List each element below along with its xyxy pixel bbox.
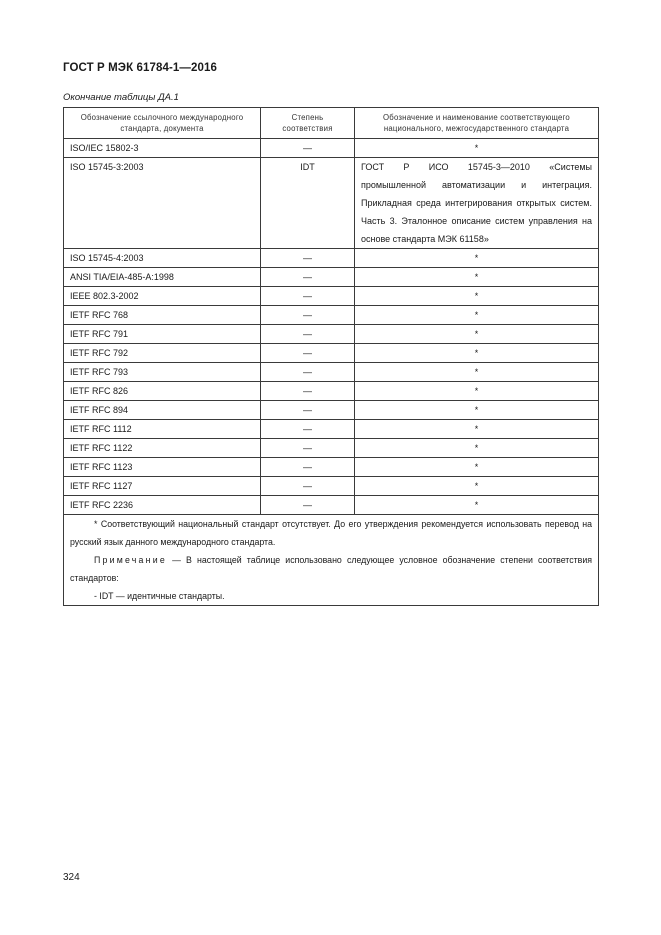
national-standard-cell: * (355, 306, 599, 325)
table-row (64, 496, 599, 515)
table-notes-row (64, 515, 599, 606)
standards-table (63, 107, 599, 606)
degree-cell: — (261, 477, 355, 496)
degree-cell: — (261, 363, 355, 382)
table-row (64, 382, 599, 401)
reference-standard-cell: IETF RFC 1123 (64, 458, 261, 477)
table-row (64, 139, 599, 158)
national-standard-cell: * (355, 249, 599, 268)
national-standard-cell: * (355, 325, 599, 344)
degree-cell: — (261, 420, 355, 439)
reference-standard-cell: IETF RFC 792 (64, 344, 261, 363)
degree-cell: — (261, 401, 355, 420)
reference-standard-cell: ISO 15745-3:2003 (64, 158, 261, 249)
table-row (64, 306, 599, 325)
degree-cell: — (261, 344, 355, 363)
column-header-degree: Степень соответствия (261, 108, 355, 139)
table-row (64, 268, 599, 287)
national-standard-cell: * (355, 382, 599, 401)
national-standard-cell: * (355, 344, 599, 363)
column-header-reference-standard: Обозначение ссылочного международного стандарта, документа (64, 108, 261, 139)
degree-cell: — (261, 268, 355, 287)
degree-cell: — (261, 306, 355, 325)
table-row (64, 158, 599, 249)
table-row (64, 249, 599, 268)
table-row (64, 439, 599, 458)
national-standard-cell: * (355, 363, 599, 382)
page-number: 324 (63, 872, 80, 883)
reference-standard-cell: ISO/IEC 15802-3 (64, 139, 261, 158)
reference-standard-cell: IETF RFC 791 (64, 325, 261, 344)
note-item: - IDT — идентичные стандарты. (94, 591, 225, 601)
reference-standard-cell: IETF RFC 793 (64, 363, 261, 382)
table-row (64, 458, 599, 477)
national-standard-cell: * (355, 420, 599, 439)
degree-cell: — (261, 325, 355, 344)
reference-standard-cell: IEEE 802.3-2002 (64, 287, 261, 306)
footnote: * Соответствующий национальный стандарт отсутствует. До его утверждения рекомендуется использовать перевод на русский язык данного международного стандарта. (70, 519, 592, 547)
national-standard-cell: * (355, 439, 599, 458)
degree-cell: IDT (261, 158, 355, 249)
national-standard-cell: * (355, 477, 599, 496)
table-row (64, 477, 599, 496)
note-label: Примечание (94, 555, 167, 565)
national-standard-cell: * (355, 287, 599, 306)
degree-cell: — (261, 139, 355, 158)
table-notes (64, 515, 599, 606)
note-text: — В настоящей таблице использовано следующее условное обозначение степени соответствия стандартов: (70, 555, 592, 583)
table-row (64, 420, 599, 439)
degree-cell: — (261, 439, 355, 458)
note (70, 551, 592, 587)
degree-cell: — (261, 382, 355, 401)
table-row (64, 287, 599, 306)
national-standard-cell: * (355, 458, 599, 477)
degree-cell: — (261, 287, 355, 306)
degree-cell: — (261, 496, 355, 515)
national-standard-cell: * (355, 496, 599, 515)
reference-standard-cell: IETF RFC 1112 (64, 420, 261, 439)
reference-standard-cell: ISO 15745-4:2003 (64, 249, 261, 268)
column-header-national-standard: Обозначение и наименование соответствующего национального, межгосударственного стандарта (355, 108, 599, 139)
reference-standard-cell: IETF RFC 2236 (64, 496, 261, 515)
table-row (64, 325, 599, 344)
reference-standard-cell: IETF RFC 1122 (64, 439, 261, 458)
table-row (64, 344, 599, 363)
national-standard-cell: * (355, 268, 599, 287)
document-header: ГОСТ Р МЭК 61784-1—2016 (63, 62, 217, 74)
reference-standard-cell: IETF RFC 768 (64, 306, 261, 325)
degree-cell: — (261, 458, 355, 477)
national-standard-cell: ГОСТ Р ИСО 15745-3—2010 «Системы промышленной автоматизации и интеграция. Прикладная среда интегрирования открытых систем. Часть 3. Эталонное описание систем управления на основе стандарта МЭК 61158» (355, 158, 599, 249)
table-header-row (64, 108, 599, 139)
reference-standard-cell: IETF RFC 826 (64, 382, 261, 401)
degree-cell: — (261, 249, 355, 268)
reference-standard-cell: ANSI TIA/EIA-485-A:1998 (64, 268, 261, 287)
reference-standard-cell: IETF RFC 894 (64, 401, 261, 420)
table-row (64, 363, 599, 382)
table-caption: Окончание таблицы ДА.1 (63, 92, 179, 103)
national-standard-cell: * (355, 139, 599, 158)
reference-standard-cell: IETF RFC 1127 (64, 477, 261, 496)
national-standard-cell: * (355, 401, 599, 420)
table-row (64, 401, 599, 420)
